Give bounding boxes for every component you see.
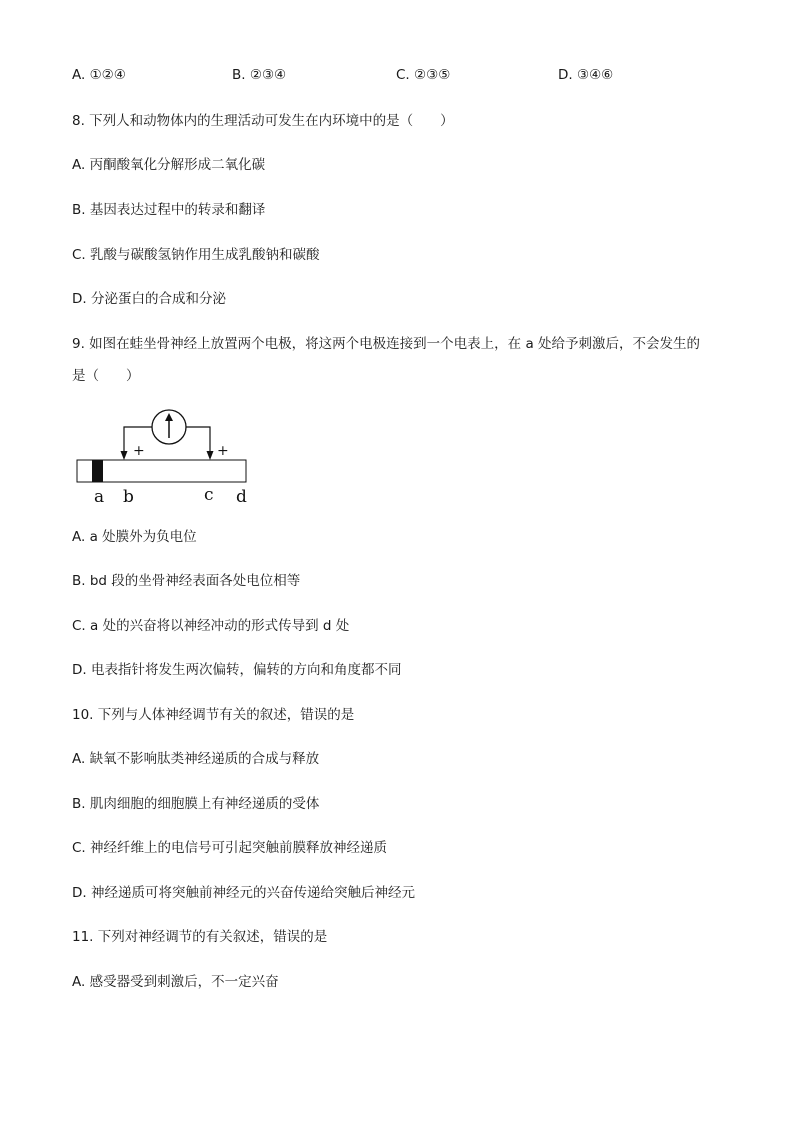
- q8-stem: 8. 下列人和动物体内的生理活动可发生在内环境中的是（ ）: [72, 113, 454, 129]
- q9-stem-line1: 9. 如图在蛙坐骨神经上放置两个电极，将这两个电极连接到一个电表上，在 a 处给予刺激后，不会发生的: [72, 336, 701, 352]
- q8-option-a: A. 丙酮酸氧化分解形成二氧化碳: [72, 157, 266, 173]
- q11-option-a: A. 感受器受到刺激后，不一定兴奋: [72, 974, 279, 990]
- q8-option-d: D. 分泌蛋白的合成和分泌: [72, 291, 226, 307]
- label-c: c: [204, 485, 214, 505]
- q9-nerve-figure: [70, 404, 270, 514]
- q10-stem: 10. 下列与人体神经调节有关的叙述，错误的是: [72, 707, 355, 723]
- q7-option-a: A. ①②④: [72, 67, 126, 83]
- stimulation-point: [92, 460, 103, 482]
- q9-option-d: D. 电表指针将发生两次偏转，偏转的方向和角度都不同: [72, 662, 402, 678]
- q9-stem-line2: 是（ ）: [72, 368, 140, 384]
- q9-nerve-diagram: [70, 404, 270, 514]
- left-plus-sign: +: [133, 443, 145, 459]
- q7-option-b: B. ②③④: [232, 67, 287, 83]
- q10-option-a: A. 缺氧不影响肽类神经递质的合成与释放: [72, 751, 320, 767]
- q7-option-d: D. ③④⑥: [558, 67, 614, 83]
- q7-option-c: C. ②③⑤: [396, 67, 451, 83]
- right-plus-sign: +: [217, 443, 229, 459]
- q8-option-c: C. 乳酸与碳酸氢钠作用生成乳酸钠和碳酸: [72, 247, 320, 263]
- q7-options-row: [0, 66, 794, 84]
- left-electrode-tip: [121, 451, 128, 460]
- q9-option-b: B. bd 段的坐骨神经表面各处电位相等: [72, 573, 301, 589]
- q9-option-a: A. a 处膜外为负电位: [72, 529, 197, 545]
- label-d: d: [236, 487, 247, 507]
- q8-option-b: B. 基因表达过程中的转录和翻译: [72, 202, 266, 218]
- label-b: b: [123, 487, 134, 507]
- q10-option-d: D. 神经递质可将突触前神经元的兴奋传递给突触后神经元: [72, 885, 415, 901]
- q10-option-b: B. 肌肉细胞的细胞膜上有神经递质的受体: [72, 796, 320, 812]
- q10-option-c: C. 神经纤维上的电信号可引起突触前膜释放神经递质: [72, 840, 388, 856]
- right-electrode-tip: [207, 451, 214, 460]
- right-electrode-wire: [186, 427, 210, 454]
- q11-stem: 11. 下列对神经调节的有关叙述，错误的是: [72, 929, 328, 945]
- q9-option-c: C. a 处的兴奋将以神经冲动的形式传导到 d 处: [72, 618, 350, 634]
- label-a: a: [94, 487, 105, 507]
